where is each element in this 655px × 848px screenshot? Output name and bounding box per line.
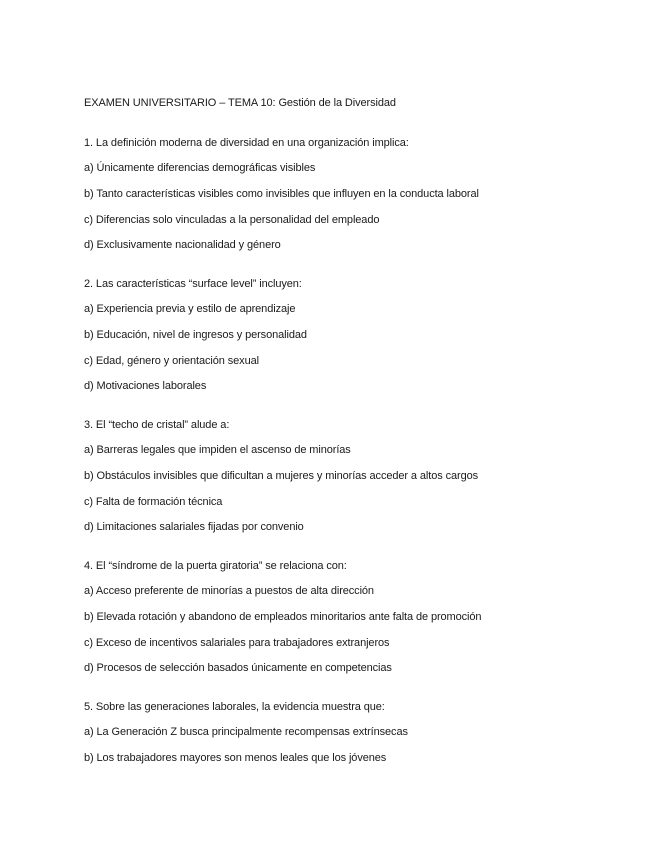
question-2 — [84, 277, 624, 405]
question-3 — [84, 418, 624, 546]
answer-option-d: d) Motivaciones laborales — [84, 380, 207, 393]
question-5 — [84, 700, 624, 777]
answer-option-a: a) La Generación Z busca principalmente recompensas extrínsecas — [84, 726, 408, 739]
answer-option-c: c) Falta de formación técnica — [84, 495, 223, 508]
answer-option-b: b) Educación, nivel de ingresos y personalidad — [84, 328, 307, 341]
answer-option-b: b) Obstáculos invisibles que dificultan a mujeres y minorías acceder a altos cargos — [84, 469, 479, 482]
question-stem: 5. Sobre las generaciones laborales, la evidencia muestra que: — [84, 700, 385, 713]
answer-option-b: b) Los trabajadores mayores son menos leales que los jóvenes — [84, 751, 387, 764]
answer-option-d: d) Limitaciones salariales fijadas por convenio — [84, 521, 304, 534]
answer-option-d: d) Exclusivamente nacionalidad y género — [84, 239, 281, 252]
question-stem: 1. La definición moderna de diversidad en una organización implica: — [84, 136, 409, 149]
answer-option-b: b) Elevada rotación y abandono de empleados minoritarios ante falta de promoción — [84, 610, 482, 623]
question-stem: 4. El “síndrome de la puerta giratoria” se relaciona con: — [84, 559, 347, 572]
answer-option-a: a) Acceso preferente de minorías a puestos de alta dirección — [84, 585, 374, 598]
question-stem: 2. Las características “surface level” incluyen: — [84, 277, 302, 290]
answer-option-c: c) Edad, género y orientación sexual — [84, 354, 259, 367]
answer-option-c: c) Exceso de incentivos salariales para trabajadores extranjeros — [84, 636, 390, 649]
answer-option-c: c) Diferencias solo vinculadas a la personalidad del empleado — [84, 213, 380, 226]
question-1 — [84, 136, 624, 264]
question-4 — [84, 559, 624, 687]
answer-option-a: a) Experiencia previa y estilo de aprendizaje — [84, 303, 296, 316]
answer-option-a: a) Únicamente diferencias demográficas visibles — [84, 162, 316, 175]
answer-option-b: b) Tanto características visibles como invisibles que influyen en la conducta laboral — [84, 187, 479, 200]
question-stem: 3. El “techo de cristal” alude a: — [84, 418, 230, 431]
answer-option-d: d) Procesos de selección basados únicamente en competencias — [84, 662, 392, 675]
answer-option-a: a) Barreras legales que impiden el ascenso de minorías — [84, 444, 351, 457]
exam-title: EXAMEN UNIVERSITARIO – TEMA 10: Gestión de la Diversidad — [84, 97, 396, 109]
